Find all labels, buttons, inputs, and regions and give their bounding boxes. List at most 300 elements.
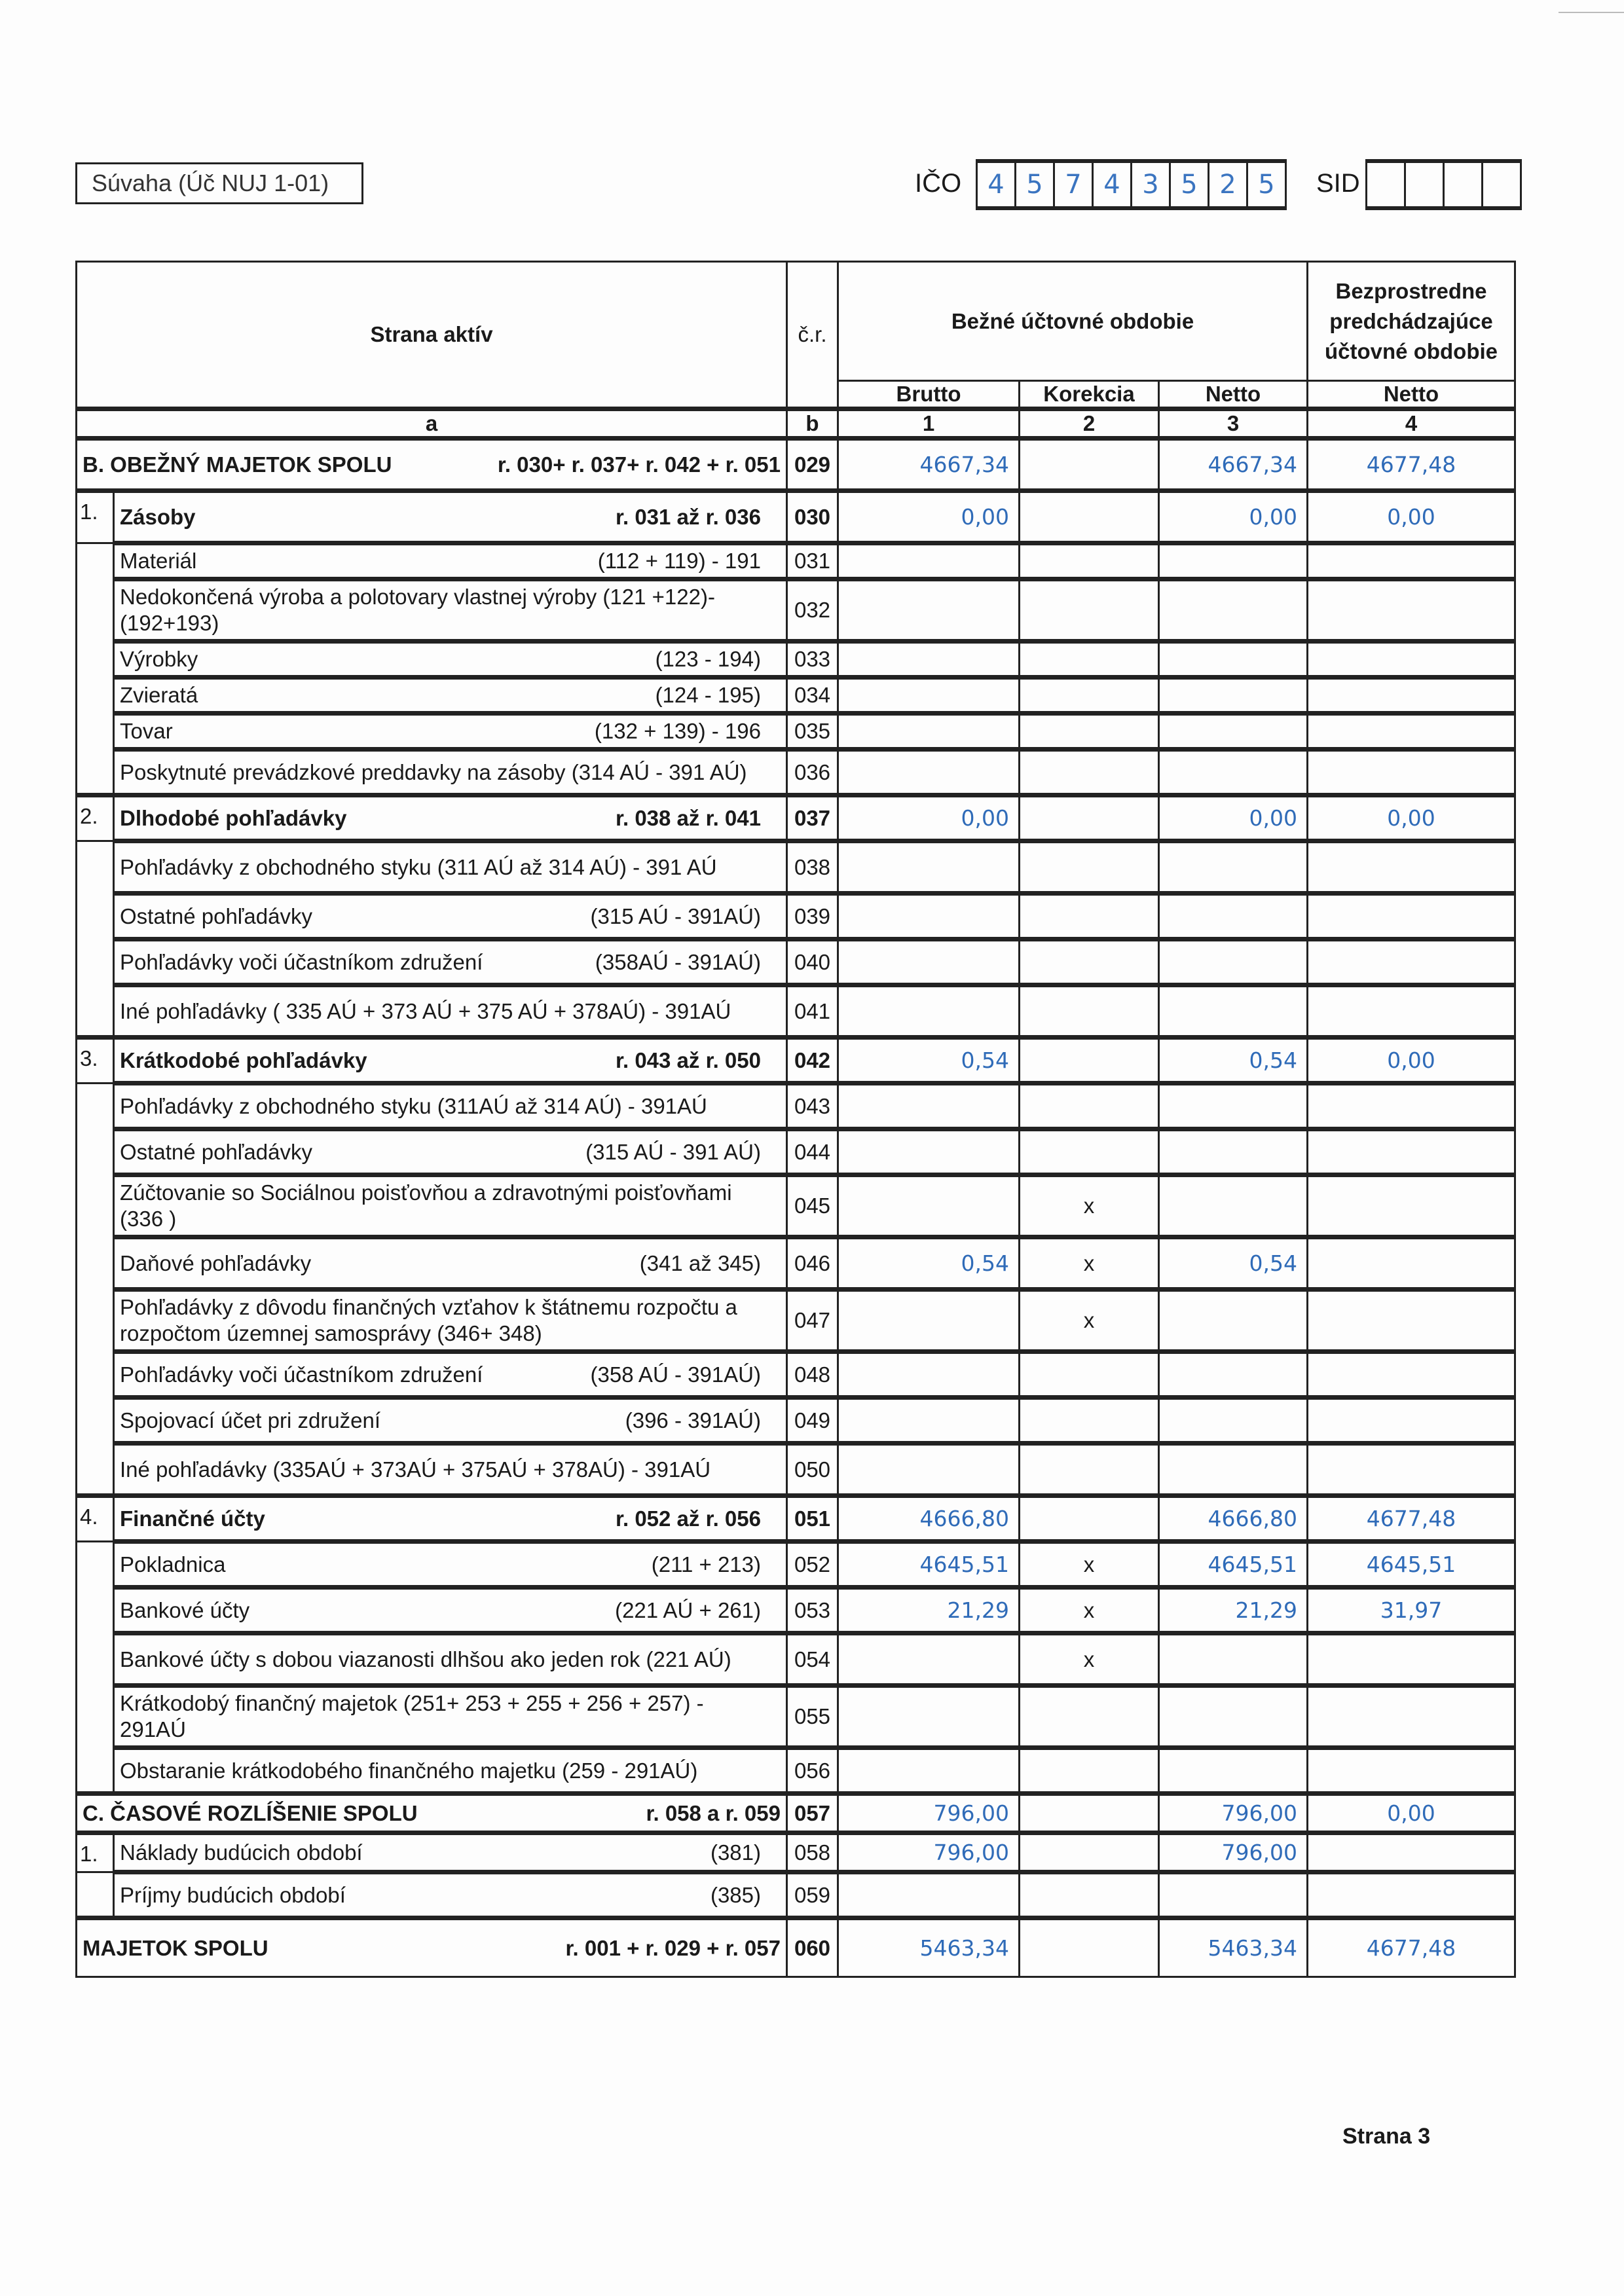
netto-cell[interactable]	[1159, 714, 1308, 750]
row-label-cell	[114, 1175, 787, 1237]
netto-cell[interactable]	[1159, 579, 1308, 642]
row-formula: r. 043 až r. 050	[615, 1048, 761, 1072]
row-label: Obstaranie krátkodobého finančného majetku (259 - 291AÚ)	[120, 1758, 698, 1783]
korekcia-cell[interactable]	[1020, 939, 1159, 985]
row-section-number: 1.	[77, 1833, 114, 1872]
table-row	[77, 714, 1515, 750]
row-formula	[761, 1294, 781, 1347]
korekcia-cell[interactable]	[1020, 1918, 1159, 1977]
korekcia-cell[interactable]	[1020, 894, 1159, 939]
row-label-cell	[114, 579, 787, 642]
row-number: 040	[787, 939, 838, 985]
row-label-cell	[114, 1352, 787, 1398]
row-formula: (358 AÚ - 391AÚ)	[590, 1362, 761, 1387]
row-number: 054	[787, 1633, 838, 1686]
netto-cell[interactable]: 5463,34	[1159, 1918, 1308, 1977]
row-label-cell	[114, 1748, 787, 1794]
korekcia-cell[interactable]	[1020, 491, 1159, 543]
row-section-number	[77, 1748, 114, 1794]
table-row	[77, 1794, 1515, 1833]
brutto-cell[interactable]: 4667,34	[838, 439, 1020, 491]
table-row	[77, 841, 1515, 894]
row-section-number	[77, 750, 114, 795]
table-row	[77, 1918, 1515, 1977]
row-label-cell	[114, 491, 787, 543]
brutto-cell[interactable]: 0,54	[838, 1237, 1020, 1290]
row-label: C. ČASOVÉ ROZLÍŠENIE SPOLU	[83, 1800, 418, 1825]
row-section-number	[77, 543, 114, 579]
netto-previous-cell[interactable]	[1308, 1444, 1515, 1496]
row-label-cell	[114, 1444, 787, 1496]
row-section-number	[77, 1084, 114, 1129]
brutto-cell[interactable]: 796,00	[838, 1833, 1020, 1872]
korekcia-cell[interactable]	[1020, 642, 1159, 678]
ico-digit[interactable]: 4	[1094, 163, 1132, 206]
row-section-number	[77, 678, 114, 714]
row-number: 055	[787, 1686, 838, 1748]
row-formula	[761, 998, 781, 1025]
sid-label: SID	[1316, 169, 1360, 198]
row-formula: r. 058 a r. 059	[646, 1800, 781, 1825]
row-label: Bankové účty s dobou viazanosti dlhšou ako jeden rok (221 AÚ)	[120, 1647, 731, 1671]
brutto-cell[interactable]	[838, 985, 1020, 1038]
netto-cell[interactable]	[1159, 1129, 1308, 1175]
row-number: 056	[787, 1748, 838, 1794]
korekcia-cell[interactable]	[1020, 1496, 1159, 1542]
row-formula	[761, 1758, 781, 1784]
table-row	[77, 939, 1515, 985]
korekcia-cell[interactable]: x	[1020, 1175, 1159, 1237]
netto-previous-cell[interactable]: 4645,51	[1308, 1542, 1515, 1588]
brutto-cell[interactable]	[838, 894, 1020, 939]
netto-cell[interactable]	[1159, 678, 1308, 714]
netto-cell[interactable]	[1159, 1686, 1308, 1748]
row-label: B. OBEŽNÝ MAJETOK SPOLU	[83, 452, 392, 477]
row-label: Výrobky	[120, 647, 198, 671]
row-label: Spojovací účet pri združení	[120, 1408, 381, 1432]
netto-cell[interactable]: 0,00	[1159, 795, 1308, 841]
brutto-cell[interactable]: 5463,34	[838, 1918, 1020, 1977]
netto-previous-cell[interactable]: 0,00	[1308, 491, 1515, 543]
table-row	[77, 750, 1515, 795]
row-section-number: 4.	[77, 1496, 114, 1542]
row-label: Pohľadávky z obchodného styku (311 AÚ až 314 AÚ) - 391 AÚ	[120, 854, 717, 879]
korekcia-cell[interactable]	[1020, 841, 1159, 894]
netto-cell[interactable]	[1159, 750, 1308, 795]
column-header-korekcia: Korekcia	[1020, 381, 1159, 409]
brutto-cell[interactable]	[838, 1633, 1020, 1686]
netto-cell[interactable]	[1159, 543, 1308, 579]
netto-cell[interactable]	[1159, 894, 1308, 939]
table-row	[77, 1237, 1515, 1290]
row-number: 032	[787, 579, 838, 642]
brutto-cell[interactable]	[838, 1352, 1020, 1398]
row-formula	[761, 584, 781, 636]
korekcia-cell[interactable]	[1020, 1748, 1159, 1794]
row-section-number	[77, 1352, 114, 1398]
row-label: Pohľadávky voči účastníkom združení	[120, 1362, 483, 1387]
brutto-cell[interactable]	[838, 1129, 1020, 1175]
korekcia-cell[interactable]	[1020, 1872, 1159, 1918]
korekcia-cell[interactable]: x	[1020, 1588, 1159, 1633]
row-label-cell	[114, 939, 787, 985]
brutto-cell[interactable]: 0,54	[838, 1038, 1020, 1084]
brutto-cell[interactable]	[838, 1175, 1020, 1237]
column-header-netto: Netto	[1159, 381, 1308, 409]
row-section-number	[77, 1237, 114, 1290]
balance-sheet-assets-table	[75, 261, 1516, 1978]
row-label-cell	[114, 1872, 787, 1918]
row-label: Náklady budúcich období	[120, 1840, 363, 1865]
netto-cell[interactable]	[1159, 939, 1308, 985]
table-row	[77, 642, 1515, 678]
korekcia-cell[interactable]	[1020, 1833, 1159, 1872]
table-row	[77, 1175, 1515, 1237]
netto-cell[interactable]: 4667,34	[1159, 439, 1308, 491]
netto-cell[interactable]	[1159, 985, 1308, 1038]
row-formula	[761, 1093, 781, 1120]
scan-mark	[1559, 12, 1624, 13]
table-row	[77, 1352, 1515, 1398]
row-label: Zvieratá	[120, 683, 198, 707]
korekcia-cell[interactable]	[1020, 1129, 1159, 1175]
korekcia-cell[interactable]	[1020, 1038, 1159, 1084]
netto-previous-cell[interactable]	[1308, 1872, 1515, 1918]
table-row	[77, 1398, 1515, 1444]
row-formula: (221 AÚ + 261)	[615, 1597, 761, 1622]
ico-digit[interactable]: 3	[1132, 163, 1171, 206]
netto-previous-cell[interactable]	[1308, 1398, 1515, 1444]
netto-previous-cell[interactable]: 4677,48	[1308, 439, 1515, 491]
column-index-2: 2	[1020, 409, 1159, 439]
brutto-cell[interactable]: 4666,80	[838, 1496, 1020, 1542]
netto-cell[interactable]	[1159, 1175, 1308, 1237]
table-row	[77, 1084, 1515, 1129]
table-row	[77, 1290, 1515, 1352]
netto-cell[interactable]	[1159, 1444, 1308, 1496]
row-label: Pohľadávky voči účastníkom združení	[120, 949, 483, 974]
table-row	[77, 1542, 1515, 1588]
row-label-cell	[114, 1237, 787, 1290]
row-formula	[761, 854, 781, 881]
row-number: 052	[787, 1542, 838, 1588]
brutto-cell[interactable]: 0,00	[838, 491, 1020, 543]
row-section-number	[77, 894, 114, 939]
sid-digit[interactable]	[1367, 163, 1406, 206]
netto-previous-cell[interactable]: 0,00	[1308, 1038, 1515, 1084]
brutto-cell[interactable]	[838, 1290, 1020, 1352]
ico-field[interactable]	[976, 159, 1287, 210]
netto-previous-cell[interactable]	[1308, 579, 1515, 642]
row-number: 045	[787, 1175, 838, 1237]
row-section-number: 3.	[77, 1038, 114, 1084]
korekcia-cell[interactable]	[1020, 1084, 1159, 1129]
table-row	[77, 985, 1515, 1038]
netto-previous-cell[interactable]	[1308, 1175, 1515, 1237]
netto-cell[interactable]: 796,00	[1159, 1794, 1308, 1833]
netto-cell[interactable]	[1159, 1290, 1308, 1352]
korekcia-cell[interactable]	[1020, 1398, 1159, 1444]
column-index-3: 3	[1159, 409, 1308, 439]
netto-cell[interactable]	[1159, 841, 1308, 894]
row-number: 029	[787, 439, 838, 491]
row-section-number	[77, 939, 114, 985]
row-label-cell	[114, 714, 787, 750]
table-row	[77, 1129, 1515, 1175]
netto-previous-cell[interactable]	[1308, 1129, 1515, 1175]
korekcia-cell[interactable]	[1020, 579, 1159, 642]
table-row	[77, 1588, 1515, 1633]
column-header-label: Strana aktív	[77, 262, 787, 409]
brutto-cell[interactable]	[838, 678, 1020, 714]
netto-previous-cell[interactable]	[1308, 985, 1515, 1038]
netto-previous-cell[interactable]	[1308, 714, 1515, 750]
table-row	[77, 1496, 1515, 1542]
row-section-number	[77, 1129, 114, 1175]
brutto-cell[interactable]	[838, 1398, 1020, 1444]
netto-previous-cell[interactable]	[1308, 750, 1515, 795]
netto-previous-cell[interactable]	[1308, 678, 1515, 714]
netto-previous-cell[interactable]	[1308, 841, 1515, 894]
table-row	[77, 439, 1515, 491]
table-row	[77, 1872, 1515, 1918]
table-row	[77, 678, 1515, 714]
netto-previous-cell[interactable]	[1308, 1833, 1515, 1872]
table-row	[77, 894, 1515, 939]
netto-previous-cell[interactable]: 4677,48	[1308, 1918, 1515, 1977]
sid-digit[interactable]	[1445, 163, 1483, 206]
row-number: 051	[787, 1496, 838, 1542]
column-header-netto-previous: Netto	[1308, 381, 1515, 409]
korekcia-cell[interactable]	[1020, 750, 1159, 795]
row-label: Dlhodobé pohľadávky	[120, 805, 347, 830]
row-section-number	[77, 1633, 114, 1686]
row-label-cell	[114, 841, 787, 894]
netto-cell[interactable]: 21,29	[1159, 1588, 1308, 1633]
netto-cell[interactable]	[1159, 1872, 1308, 1918]
row-label: Finančné účty	[120, 1506, 265, 1531]
brutto-cell[interactable]	[838, 579, 1020, 642]
korekcia-cell[interactable]: x	[1020, 1290, 1159, 1352]
row-number: 041	[787, 985, 838, 1038]
korekcia-cell[interactable]	[1020, 795, 1159, 841]
row-formula	[761, 759, 781, 786]
ico-digit[interactable]: 5	[1248, 163, 1287, 206]
row-label: Pohľadávky z dôvodu finančných vzťahov k štátnemu rozpočtu a rozpočtom územnej samosprávy (346+ 348)	[120, 1295, 737, 1345]
brutto-cell[interactable]	[838, 642, 1020, 678]
row-label-cell	[114, 1398, 787, 1444]
table-row	[77, 579, 1515, 642]
row-label-cell	[114, 1633, 787, 1686]
row-number: 030	[787, 491, 838, 543]
netto-previous-cell[interactable]: 4677,48	[1308, 1496, 1515, 1542]
korekcia-cell[interactable]	[1020, 1686, 1159, 1748]
row-label: Príjmy budúcich období	[120, 1882, 346, 1907]
row-formula: r. 038 až r. 041	[615, 805, 761, 830]
netto-cell[interactable]: 4666,80	[1159, 1496, 1308, 1542]
netto-previous-cell[interactable]	[1308, 1686, 1515, 1748]
netto-cell[interactable]: 0,54	[1159, 1038, 1308, 1084]
row-formula: r. 001 + r. 029 + r. 057	[565, 1935, 781, 1960]
row-label: Iné pohľadávky ( 335 AÚ + 373 AÚ + 375 AÚ + 378AÚ) - 391AÚ	[120, 998, 731, 1023]
netto-cell[interactable]: 4645,51	[1159, 1542, 1308, 1588]
sid-field[interactable]	[1365, 159, 1522, 210]
column-header-row-number: č.r.	[787, 262, 838, 409]
brutto-cell[interactable]	[838, 1084, 1020, 1129]
netto-cell[interactable]	[1159, 1633, 1308, 1686]
row-formula: (315 AÚ - 391 AÚ)	[585, 1139, 761, 1164]
netto-previous-cell[interactable]	[1308, 1237, 1515, 1290]
row-section-number	[77, 714, 114, 750]
row-label-cell	[114, 642, 787, 678]
row-formula	[761, 1180, 781, 1232]
row-section-number: 1.	[77, 491, 114, 543]
netto-previous-cell[interactable]	[1308, 1084, 1515, 1129]
page-number: Strana 3	[1342, 2124, 1431, 2149]
ico-digit[interactable]: 5	[1171, 163, 1209, 206]
netto-previous-cell[interactable]: 0,00	[1308, 1794, 1515, 1833]
row-number: 036	[787, 750, 838, 795]
korekcia-cell[interactable]	[1020, 714, 1159, 750]
row-label-cell	[114, 1038, 787, 1084]
korekcia-cell[interactable]	[1020, 678, 1159, 714]
netto-cell[interactable]	[1159, 642, 1308, 678]
row-label: Bankové účty	[120, 1597, 250, 1622]
netto-previous-cell[interactable]	[1308, 642, 1515, 678]
row-section-number	[77, 841, 114, 894]
table-row	[77, 1748, 1515, 1794]
row-label-cell	[114, 894, 787, 939]
row-formula: (211 + 213)	[651, 1552, 761, 1576]
row-number: 059	[787, 1872, 838, 1918]
brutto-cell[interactable]: 21,29	[838, 1588, 1020, 1633]
row-label: Ostatné pohľadávky	[120, 1139, 312, 1164]
netto-previous-cell[interactable]	[1308, 1748, 1515, 1794]
ico-digit[interactable]: 5	[1016, 163, 1055, 206]
korekcia-cell[interactable]	[1020, 439, 1159, 491]
row-section-number: 2.	[77, 795, 114, 841]
ico-digit[interactable]: 4	[978, 163, 1016, 206]
row-label: Iné pohľadávky (335AÚ + 373AÚ + 375AÚ + 378AÚ) - 391AÚ	[120, 1457, 711, 1482]
korekcia-cell[interactable]: x	[1020, 1633, 1159, 1686]
netto-previous-cell[interactable]	[1308, 1290, 1515, 1352]
netto-cell[interactable]	[1159, 1398, 1308, 1444]
netto-cell[interactable]: 0,00	[1159, 491, 1308, 543]
ico-digit[interactable]: 7	[1055, 163, 1094, 206]
sid-digit[interactable]	[1406, 163, 1445, 206]
netto-previous-cell[interactable]	[1308, 1352, 1515, 1398]
netto-previous-cell[interactable]	[1308, 1633, 1515, 1686]
row-number: 053	[787, 1588, 838, 1633]
korekcia-cell[interactable]: x	[1020, 1542, 1159, 1588]
row-number: 046	[787, 1237, 838, 1290]
table-row	[77, 1686, 1515, 1748]
row-section-number	[77, 1542, 114, 1588]
korekcia-cell[interactable]: x	[1020, 1237, 1159, 1290]
brutto-cell[interactable]	[838, 939, 1020, 985]
row-formula	[761, 1457, 781, 1483]
row-formula: (381)	[710, 1840, 761, 1865]
row-label-cell	[114, 750, 787, 795]
row-formula: (124 - 195)	[655, 683, 761, 707]
row-label: Daňové pohľadávky	[120, 1250, 312, 1275]
row-formula: (385)	[710, 1882, 761, 1907]
netto-previous-cell[interactable]: 0,00	[1308, 795, 1515, 841]
brutto-cell[interactable]	[838, 714, 1020, 750]
row-formula	[761, 1690, 781, 1743]
row-label: Poskytnuté prevádzkové preddavky na zásoby (314 AÚ - 391 AÚ)	[120, 759, 747, 784]
brutto-cell[interactable]	[838, 1872, 1020, 1918]
row-label: MAJETOK SPOLU	[83, 1935, 268, 1960]
row-section-number	[77, 1398, 114, 1444]
row-label: Ostatné pohľadávky	[120, 903, 312, 928]
row-number: 050	[787, 1444, 838, 1496]
row-label-cell	[114, 1542, 787, 1588]
form-identifier: Súvaha (Úč NUJ 1-01)	[75, 162, 363, 204]
netto-cell[interactable]: 796,00	[1159, 1833, 1308, 1872]
netto-previous-cell[interactable]	[1308, 894, 1515, 939]
row-label: Nedokončená výroba a polotovary vlastnej výroby (121 +122)-(192+193)	[120, 585, 715, 635]
row-number: 033	[787, 642, 838, 678]
netto-cell[interactable]	[1159, 1748, 1308, 1794]
row-number: 038	[787, 841, 838, 894]
row-section-number	[77, 1444, 114, 1496]
row-label: Pohľadávky z obchodného styku (311AÚ až 314 AÚ) - 391AÚ	[120, 1093, 707, 1118]
column-group-current-period: Bežné účtovné obdobie	[838, 262, 1308, 381]
brutto-cell[interactable]: 4645,51	[838, 1542, 1020, 1588]
row-number: 047	[787, 1290, 838, 1352]
ico-digit[interactable]: 2	[1209, 163, 1248, 206]
column-index-1: 1	[838, 409, 1020, 439]
korekcia-cell[interactable]	[1020, 1352, 1159, 1398]
row-number: 037	[787, 795, 838, 841]
row-label-cell	[77, 1794, 787, 1833]
korekcia-cell[interactable]	[1020, 1794, 1159, 1833]
row-label-cell	[114, 985, 787, 1038]
brutto-cell[interactable]	[838, 1444, 1020, 1496]
brutto-cell[interactable]	[838, 1748, 1020, 1794]
korekcia-cell[interactable]	[1020, 1444, 1159, 1496]
brutto-cell[interactable]	[838, 841, 1020, 894]
netto-previous-cell[interactable]: 31,97	[1308, 1588, 1515, 1633]
row-label: Zúčtovanie so Sociálnou poisťovňou a zdravotnými poisťovňami (336 )	[120, 1180, 732, 1231]
netto-cell[interactable]: 0,54	[1159, 1237, 1308, 1290]
sid-digit[interactable]	[1483, 163, 1522, 206]
row-label-cell	[114, 1129, 787, 1175]
ico-label: IČO	[915, 169, 962, 198]
brutto-cell[interactable]	[838, 750, 1020, 795]
brutto-cell[interactable]	[838, 1686, 1020, 1748]
table-row	[77, 491, 1515, 543]
row-label: Materiál	[120, 549, 197, 573]
row-number: 060	[787, 1918, 838, 1977]
row-label-cell	[114, 1496, 787, 1542]
korekcia-cell[interactable]	[1020, 985, 1159, 1038]
brutto-cell[interactable]	[838, 543, 1020, 579]
table-row	[77, 1833, 1515, 1872]
column-index-4: 4	[1308, 409, 1515, 439]
netto-cell[interactable]	[1159, 1352, 1308, 1398]
netto-cell[interactable]	[1159, 1084, 1308, 1129]
brutto-cell[interactable]: 0,00	[838, 795, 1020, 841]
brutto-cell[interactable]: 796,00	[838, 1794, 1020, 1833]
row-label-cell	[114, 1290, 787, 1352]
netto-previous-cell[interactable]	[1308, 543, 1515, 579]
row-formula: (341 až 345)	[639, 1250, 761, 1275]
netto-previous-cell[interactable]	[1308, 939, 1515, 985]
korekcia-cell[interactable]	[1020, 543, 1159, 579]
row-label: Krátkodobý finančný majetok (251+ 253 + 255 + 256 + 257) - 291AÚ	[120, 1691, 704, 1741]
